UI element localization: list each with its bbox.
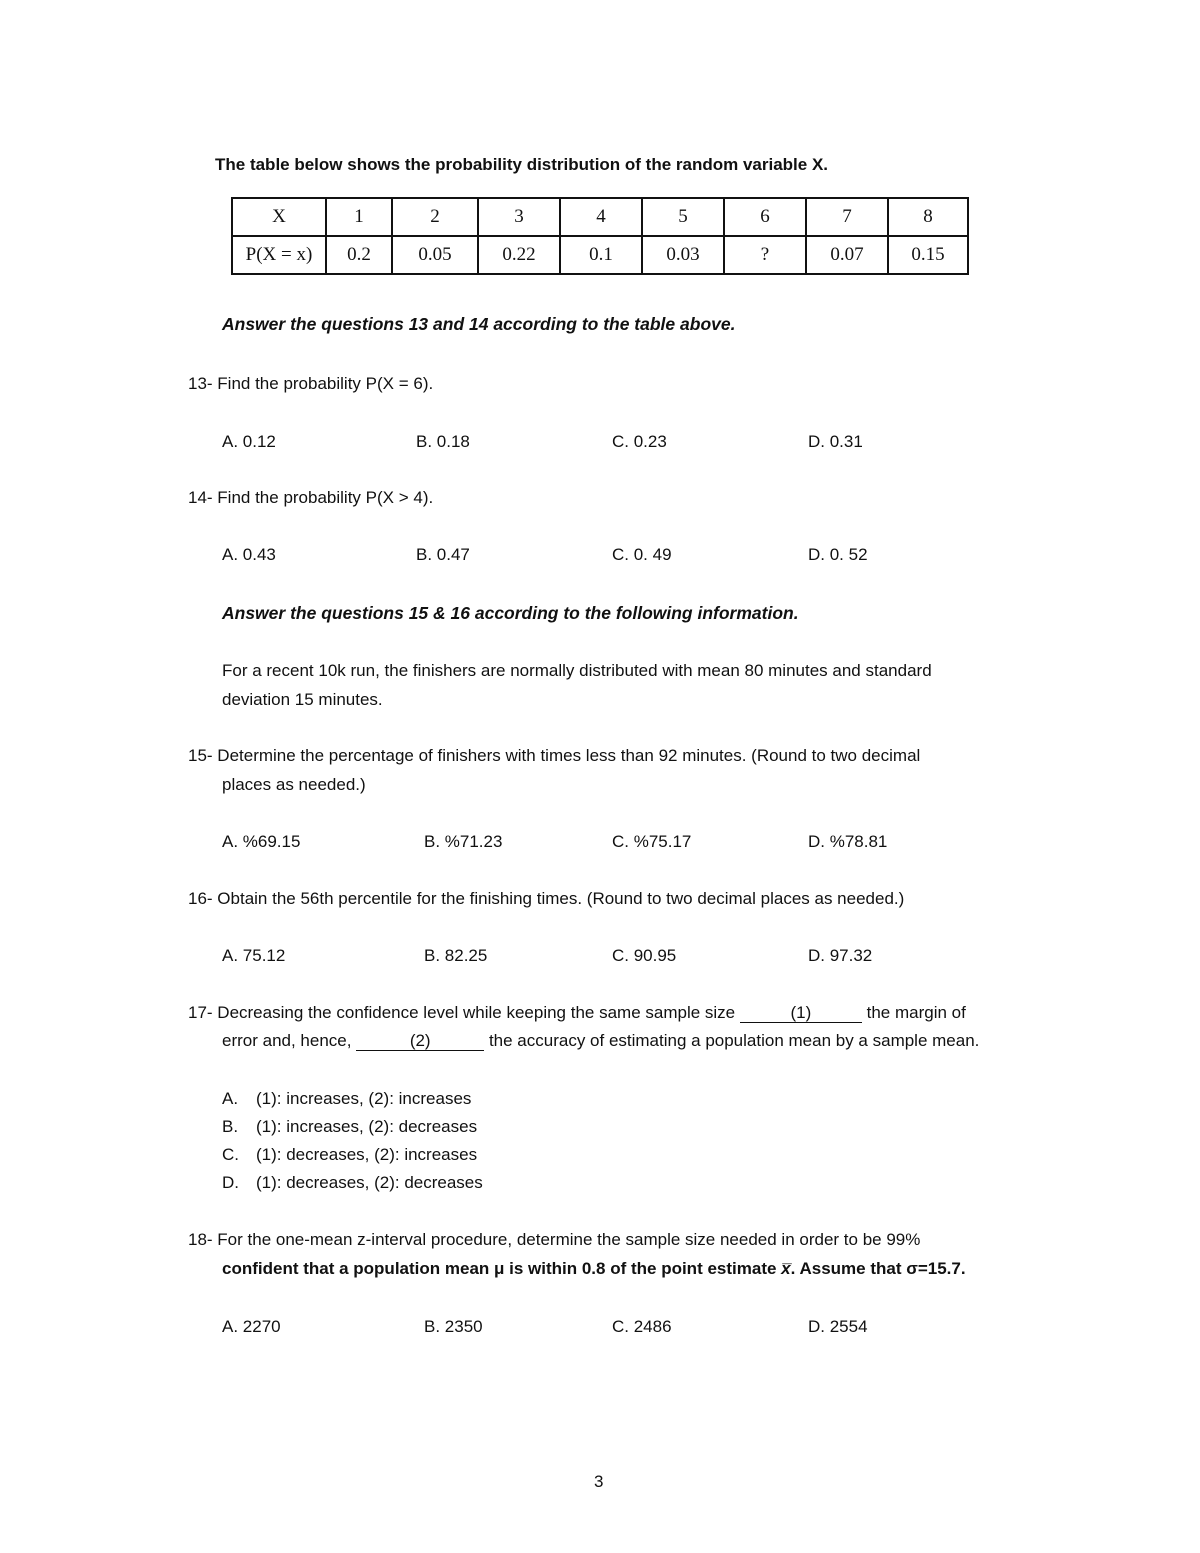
table-cell: 0.07 — [806, 236, 888, 274]
table-cell: X — [232, 198, 326, 236]
q16-option-c[interactable]: C. 90.95 — [612, 946, 677, 965]
q16-option-a[interactable]: A. 75.12 — [222, 946, 286, 965]
q17-text-c: error and, hence, — [222, 1031, 352, 1050]
q14-option-d[interactable]: D. 0. 52 — [808, 545, 868, 564]
q17-option-text: (1): decreases, (2): increases — [256, 1145, 478, 1164]
page-number: 3 — [594, 1472, 604, 1491]
q18-option-d[interactable]: D. 2554 — [808, 1317, 868, 1336]
q13-option-b[interactable]: B. 0.18 — [416, 432, 470, 451]
table-cell: 5 — [642, 198, 724, 236]
q17-text-d: the accuracy of estimating a population mean by a sample mean. — [488, 1031, 980, 1050]
q17-text-b: the margin of — [866, 1003, 966, 1022]
q17-option-c[interactable] — [222, 1145, 477, 1165]
table-cell: 4 — [560, 198, 642, 236]
q17-option-letter: D. — [222, 1173, 239, 1192]
table-row-x — [232, 198, 968, 236]
q17-option-text: (1): decreases, (2): decreases — [256, 1173, 483, 1192]
probability-table — [231, 197, 969, 275]
table-row-prob — [232, 236, 968, 274]
q17-option-b[interactable] — [222, 1117, 477, 1137]
table-cell: 1 — [326, 198, 392, 236]
intro-text: The table below shows the probability distribution of the random variable X. — [215, 155, 829, 174]
q15-option-b[interactable]: B. %71.23 — [424, 832, 503, 851]
q17-option-letter: A. — [222, 1089, 239, 1108]
x-bar-symbol: x̅ — [781, 1259, 791, 1278]
q17-option-d[interactable] — [222, 1173, 483, 1193]
question-17-line-1 — [188, 1003, 966, 1023]
q17-option-a[interactable] — [222, 1089, 471, 1109]
q15-option-a[interactable]: A. %69.15 — [222, 832, 301, 851]
q17-option-letter: B. — [222, 1117, 239, 1136]
q17-text-a: 17- Decreasing the confidence level while keeping the same sample size — [188, 1003, 736, 1022]
q16-option-d[interactable]: D. 97.32 — [808, 946, 873, 965]
info-line-1: For a recent 10k run, the finishers are normally distributed with mean 80 minutes and standard — [222, 661, 932, 680]
q14-option-b[interactable]: B. 0.47 — [416, 545, 470, 564]
table-cell: 0.1 — [560, 236, 642, 274]
q18-option-c[interactable]: C. 2486 — [612, 1317, 672, 1336]
table-cell: 2 — [392, 198, 478, 236]
table-cell: 0.03 — [642, 236, 724, 274]
q13-option-d[interactable]: D. 0.31 — [808, 432, 863, 451]
table-cell: 0.05 — [392, 236, 478, 274]
question-18-line-1: 18- For the one-mean z-interval procedure, determine the sample size needed in order to be 99% — [188, 1230, 921, 1249]
table-cell: 8 — [888, 198, 968, 236]
table-cell: P(X = x) — [232, 236, 326, 274]
question-15-line-2: places as needed.) — [222, 775, 366, 794]
table-cell: ? — [724, 236, 806, 274]
question-16: 16- Obtain the 56th percentile for the finishing times. (Round to two decimal places as needed.) — [188, 889, 905, 908]
question-18-line-2 — [222, 1259, 966, 1279]
q17-blank-1: (1) — [740, 1004, 862, 1023]
q15-option-d[interactable]: D. %78.81 — [808, 832, 888, 851]
q18-text-b: . Assume that σ=15.7. — [790, 1259, 966, 1278]
question-14: 14- Find the probability P(X > 4). — [188, 488, 434, 507]
table-cell: 6 — [724, 198, 806, 236]
table-cell: 7 — [806, 198, 888, 236]
q18-option-b[interactable]: B. 2350 — [424, 1317, 483, 1336]
q14-option-c[interactable]: C. 0. 49 — [612, 545, 672, 564]
table-cell: 0.15 — [888, 236, 968, 274]
instruction-13-14: Answer the questions 13 and 14 according to the table above. — [222, 314, 736, 334]
q15-option-c[interactable]: C. %75.17 — [612, 832, 692, 851]
question-15-line-1: 15- Determine the percentage of finishers with times less than 92 minutes. (Round to two decimal — [188, 746, 921, 765]
question-17-line-2 — [222, 1031, 979, 1051]
table-cell: 0.2 — [326, 236, 392, 274]
q13-option-a[interactable]: A. 0.12 — [222, 432, 276, 451]
q17-blank-2: (2) — [356, 1032, 484, 1051]
question-13: 13- Find the probability P(X = 6). — [188, 374, 434, 393]
instruction-15-16: Answer the questions 15 & 16 according to the following information. — [222, 603, 799, 623]
table-cell: 0.22 — [478, 236, 560, 274]
q17-option-letter: C. — [222, 1145, 239, 1164]
q18-option-a[interactable]: A. 2270 — [222, 1317, 281, 1336]
q17-option-text: (1): increases, (2): decreases — [256, 1117, 478, 1136]
table-cell: 3 — [478, 198, 560, 236]
q13-option-c[interactable]: C. 0.23 — [612, 432, 667, 451]
q17-option-text: (1): increases, (2): increases — [256, 1089, 472, 1108]
q16-option-b[interactable]: B. 82.25 — [424, 946, 488, 965]
info-line-2: deviation 15 minutes. — [222, 690, 383, 709]
q18-text-a: confident that a population mean μ is within 0.8 of the point estimate — [222, 1259, 782, 1278]
q14-option-a[interactable]: A. 0.43 — [222, 545, 276, 564]
